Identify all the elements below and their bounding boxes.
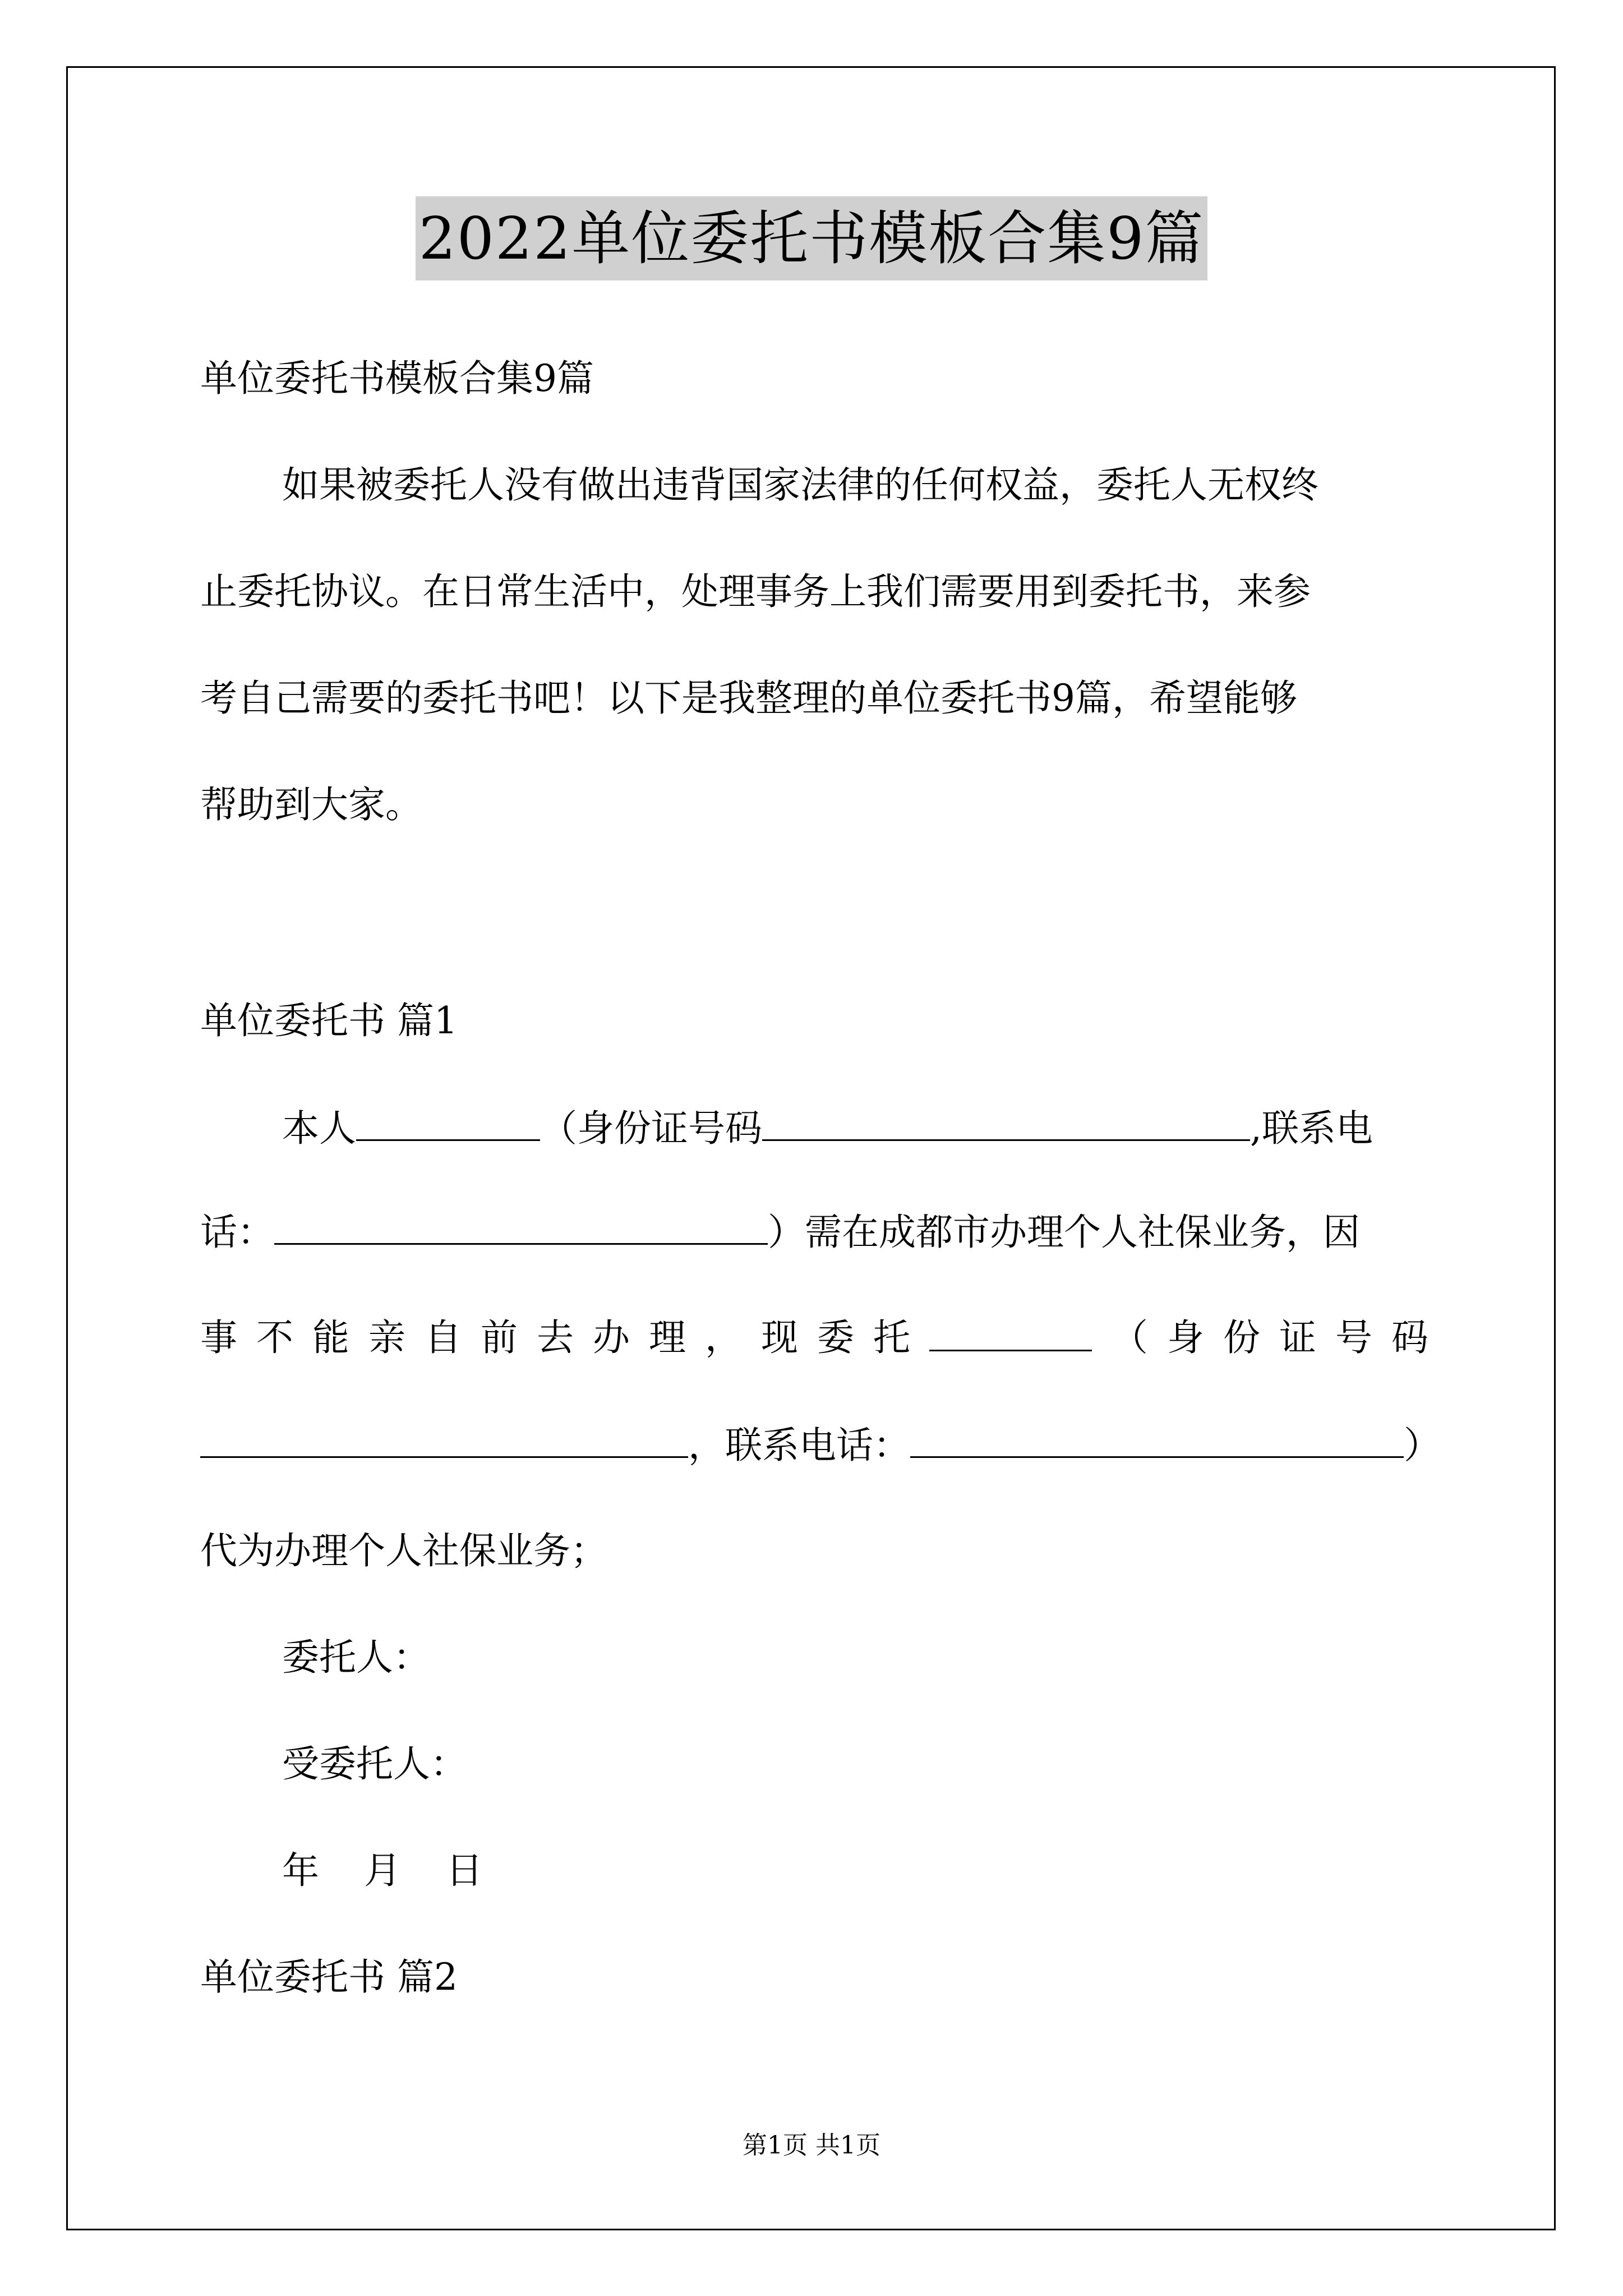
- char: 证: [1279, 1316, 1316, 1359]
- section1-line-5: 代为办理个人社保业务；: [200, 1529, 607, 1572]
- page-footer: 第1页 共1页: [743, 2131, 880, 2160]
- char: 办: [593, 1316, 630, 1359]
- title-container: [0, 196, 1623, 280]
- date-month: 月: [364, 1849, 401, 1892]
- blank-phone-field[interactable]: [274, 1206, 768, 1245]
- intro-line-2: 止委托协议。在日常生活中，处理事务上我们需要用到委托书，来参: [200, 570, 1311, 613]
- document-subtitle: 单位委托书模板合集9篇: [200, 357, 594, 400]
- section1-line-1: [282, 1102, 1428, 1154]
- char: 身: [1167, 1316, 1204, 1359]
- blank-agent-name-field[interactable]: [929, 1313, 1092, 1351]
- text-segment: ）: [1404, 1424, 1441, 1467]
- char: 能: [312, 1316, 349, 1359]
- char: 托: [873, 1316, 910, 1359]
- text-segment: ,联系电: [1250, 1107, 1373, 1150]
- section1-line-2: [200, 1206, 1428, 1258]
- text-segment: （身份证号码: [540, 1107, 762, 1150]
- intro-line-3: 考自己需要的委托书吧！以下是我整理的单位委托书9篇，希望能够: [200, 677, 1297, 720]
- text-segment: ，联系电话：: [688, 1424, 910, 1467]
- date-year: 年: [282, 1849, 319, 1892]
- char: 现: [761, 1316, 798, 1359]
- document-title: 2022单位委托书模板合集9篇: [416, 196, 1208, 280]
- intro-line-1: 如果被委托人没有做出违背国家法律的任何权益，委托人无权终: [282, 463, 1318, 507]
- char: 前: [481, 1316, 518, 1359]
- date-line: [282, 1846, 1428, 1896]
- section1-line-4: [200, 1419, 1441, 1471]
- section2-heading: 单位委托书 篇2: [200, 1955, 458, 1999]
- section1-line-3: [200, 1313, 1428, 1363]
- char: ，: [705, 1316, 742, 1359]
- char: 事: [200, 1316, 237, 1359]
- char: 不: [256, 1316, 293, 1359]
- date-day: 日: [446, 1849, 483, 1892]
- char: 份: [1223, 1316, 1260, 1359]
- agent-label: 受委托人：: [282, 1742, 467, 1786]
- section1-heading: 单位委托书 篇1: [200, 999, 458, 1042]
- blank-agent-phone-field[interactable]: [910, 1419, 1404, 1458]
- intro-line-4: 帮助到大家。: [200, 783, 422, 826]
- blank-agent-id-field[interactable]: [200, 1419, 688, 1458]
- char: 码: [1391, 1316, 1428, 1359]
- char: 号: [1335, 1316, 1372, 1359]
- char: 委: [817, 1316, 854, 1359]
- char: 亲: [368, 1316, 405, 1359]
- char: 自: [425, 1316, 462, 1359]
- char: （: [1111, 1316, 1148, 1359]
- char: 去: [537, 1316, 574, 1359]
- blank-id-field[interactable]: [762, 1102, 1250, 1141]
- blank-name-field[interactable]: [356, 1102, 540, 1141]
- text-segment: 话：: [200, 1211, 274, 1254]
- text-segment: ）需在成都市办理个人社保业务，因: [768, 1211, 1360, 1254]
- principal-label: 委托人：: [282, 1636, 430, 1679]
- char: 理: [649, 1316, 686, 1359]
- text-segment: 本人: [282, 1107, 356, 1150]
